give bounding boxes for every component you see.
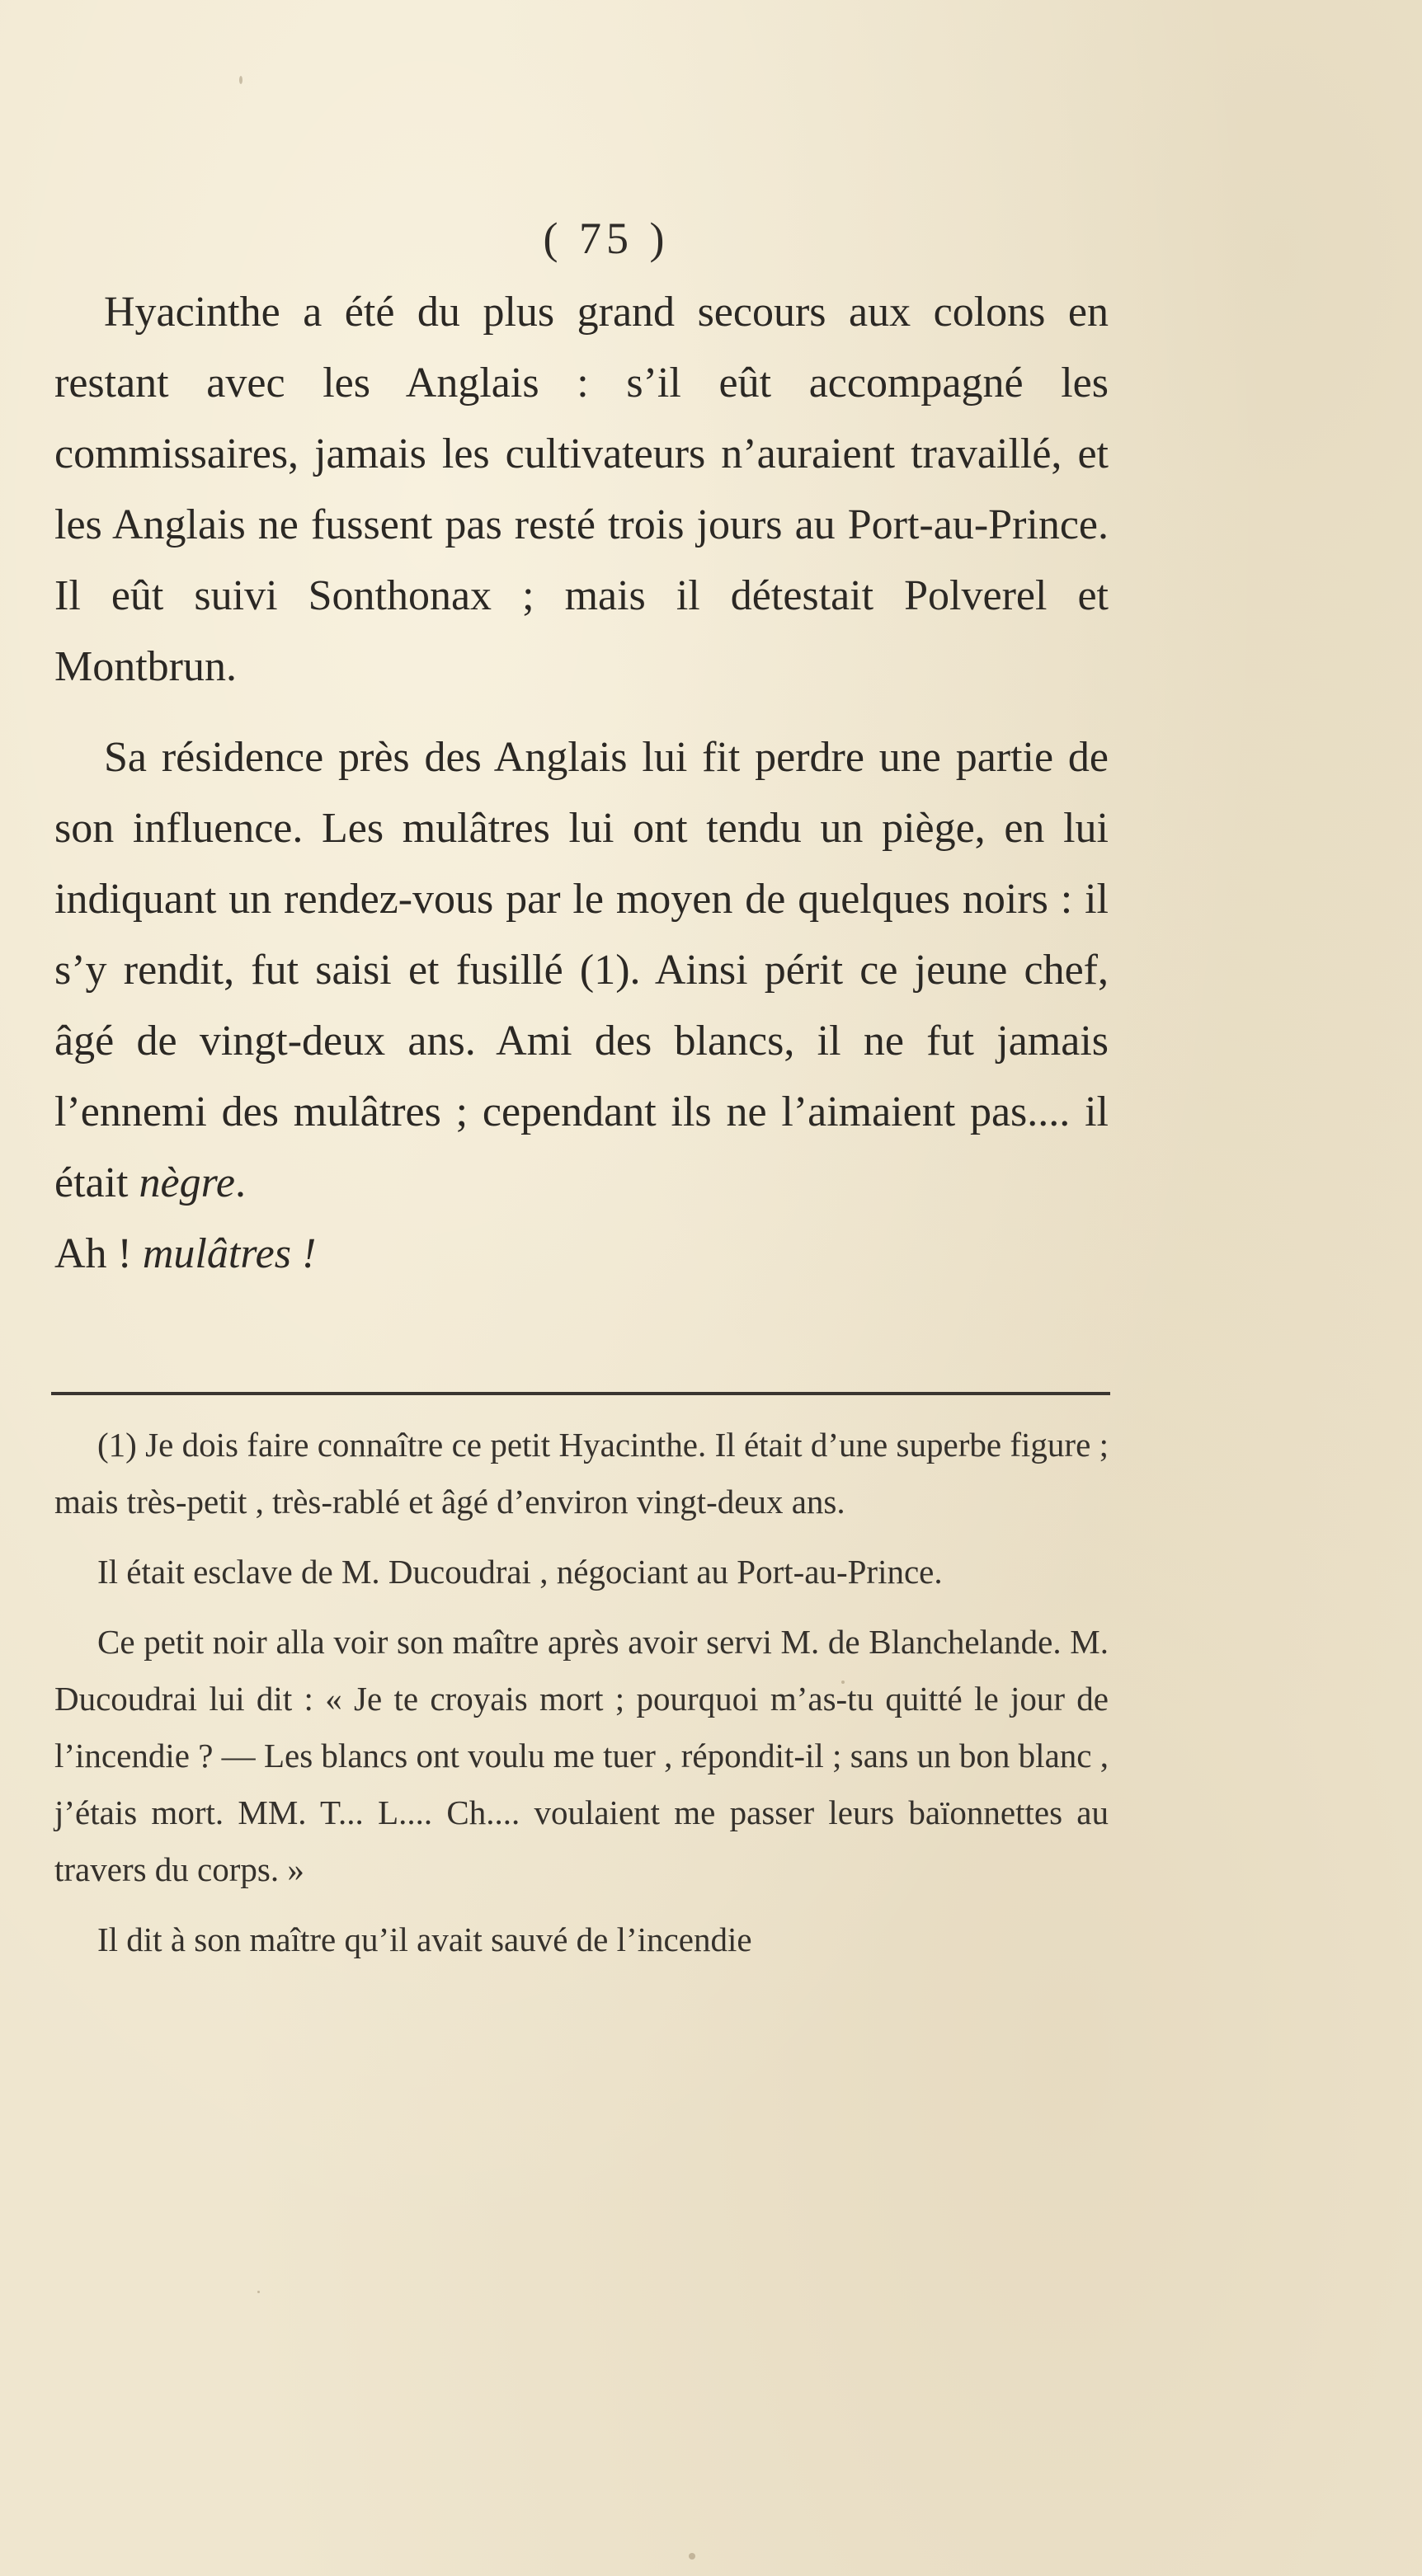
footnote-paragraph-3: Ce petit noir alla voir son maître après avoir servi M. de Blanchelande. M. Ducoudrai lui dit : « Je te croyais mort ; pourquoi m’as-tu quitté le jour de l’incendie ? — Les blancs ont voulu me tuer , répondit-il ; sans un bon blanc , j’étais mort. MM. T... L.... Ch.... voulaient me passer leurs baïonnettes au travers du corps. » — [54, 1623, 1109, 1888]
footnote-paragraph-2: Il était esclave de M. Ducoudrai , négociant au Port-au-Prince. — [97, 1553, 943, 1591]
main-paragraph-2: Sa résidence près des Anglais lui fit perdre une partie de son influence. Les mulâtres lui ont tendu un piège, en lui indiquant un rendez-vous par le moyen de quelques noirs : il s’y rendit, fut saisi et fusillé (1). Ainsi périt ce jeune chef, âgé de vingt-deux ans. Ami des blancs, il ne fut jamais l’ennemi des mulâtres ; cependant ils ne l’aimaient pas.... il était nègre. Ah ! mulâtres ! — [54, 734, 1109, 1277]
footnote-paragraph-1: (1) Je dois faire connaître ce petit Hyacinthe. Il était d’une superbe figure ; mais très-petit , très-rablé et âgé d’environ vingt-deux ans. — [54, 1426, 1109, 1521]
italic-word-mulatres: mulâtres ! — [142, 1230, 317, 1277]
main-paragraph-2-text: Sa résidence près des Anglais lui fit perdre une partie de son influence. Les mulâtres lui ont tendu un piège, en lui indiquant un rendez-vous par le moyen de quelques noirs : il s’y rendit, fut saisi et fusillé (1). Ainsi périt ce jeune chef, âgé de vingt-deux ans. Ami des blancs, il ne fut jamais l’ennemi des mulâtres ; cependant ils ne l’aimaient pas.... il était — [54, 734, 1109, 1206]
page-number: ( 75 ) — [543, 214, 670, 263]
main-paragraph-1: Hyacinthe a été du plus grand secours aux colons en restant avec les Anglais : s’il eût accompagné les commissaires, jamais les cultivateurs n’auraient travaillé, et les Anglais ne fussent pas resté trois jours au Port-au-Prince. Il eût suivi Sonthonax ; mais il détestait Polverel et Montbrun. — [54, 289, 1109, 690]
paper-speck — [257, 2291, 260, 2293]
paper-speck — [841, 1681, 845, 1684]
italic-word-negre: nègre — [139, 1159, 235, 1206]
paper-speck — [689, 2553, 695, 2560]
footnote-separator-rule — [51, 1392, 1110, 1395]
final-line-prefix: Ah ! — [54, 1230, 143, 1277]
footnote-paragraph-4: Il dit à son maître qu’il avait sauvé de l’incendie — [97, 1920, 752, 1958]
footnotes — [54, 1417, 1109, 1981]
main-text — [54, 277, 1109, 1309]
paper-speck — [239, 76, 242, 84]
